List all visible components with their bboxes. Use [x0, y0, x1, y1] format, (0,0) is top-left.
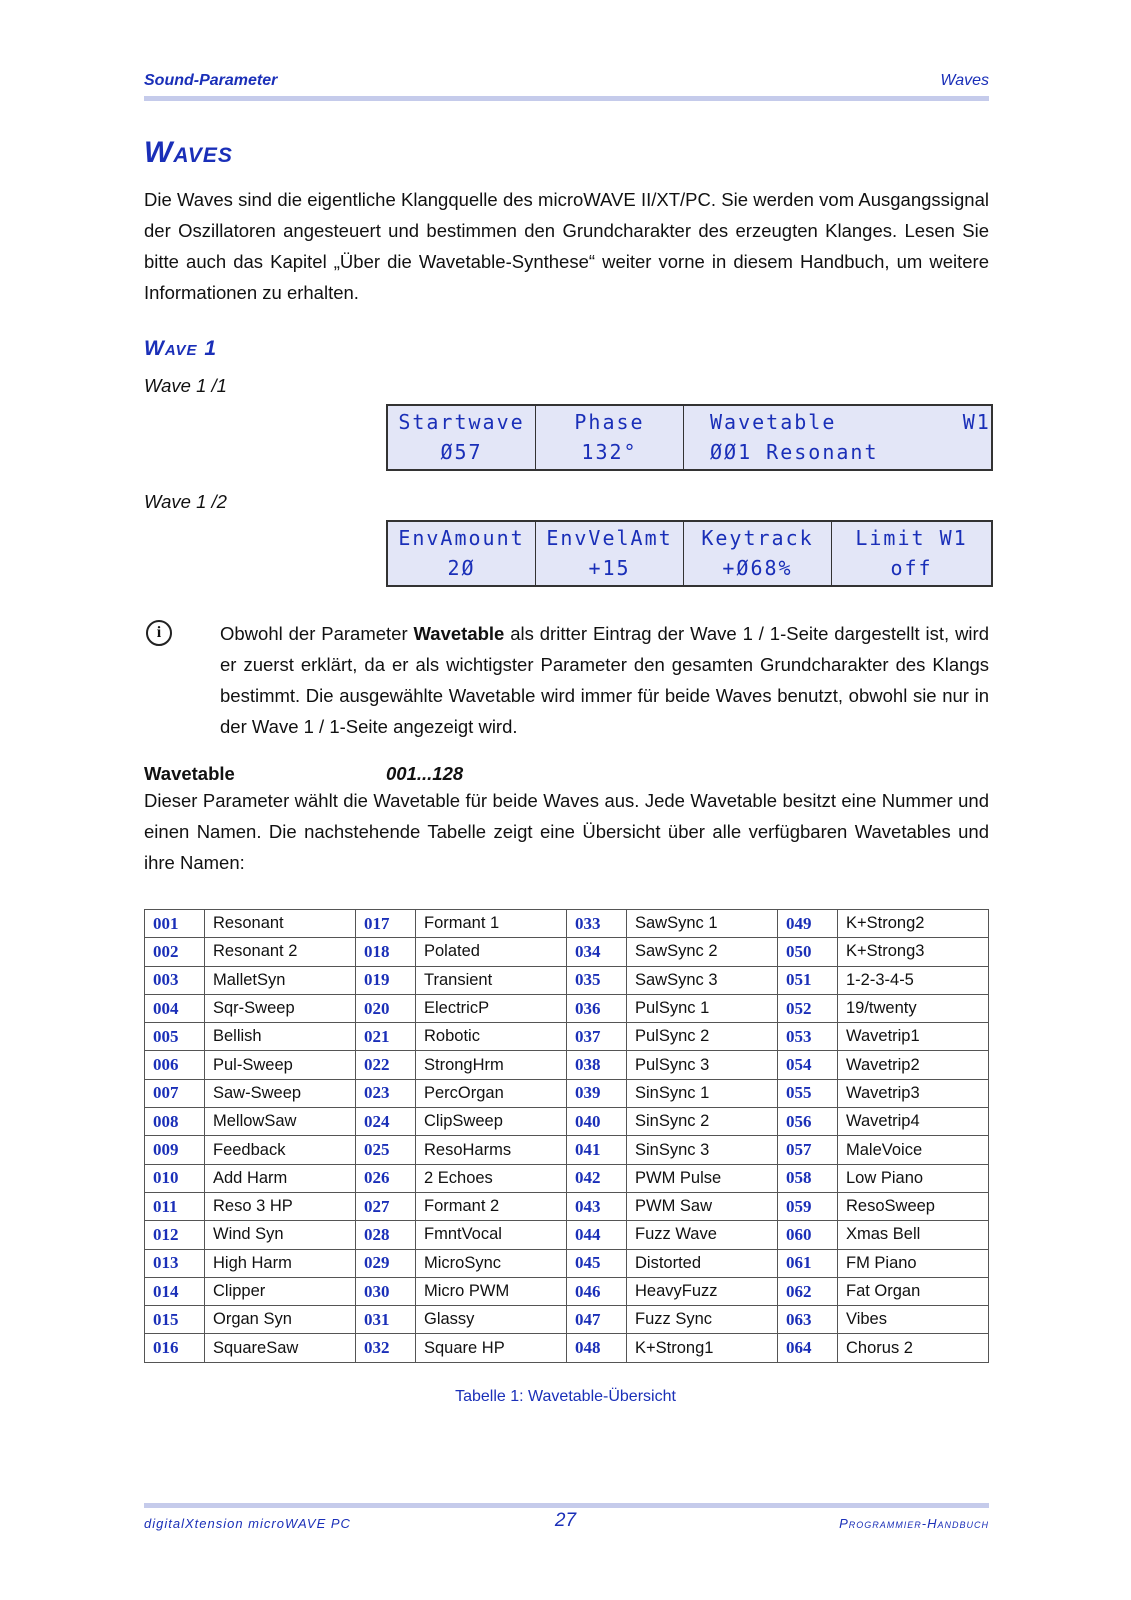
wavetable-name: Formant 2 — [416, 1192, 567, 1220]
wavetable-name: 19/twenty — [838, 994, 989, 1022]
wavetable-number: 010 — [145, 1164, 205, 1192]
page-title: Waves — [144, 136, 233, 169]
table-row — [145, 1277, 989, 1305]
wavetable-number: 021 — [356, 1023, 416, 1051]
wavetable-name: Saw-Sweep — [205, 1079, 356, 1107]
wavetable-number: 063 — [778, 1306, 838, 1334]
wavetable-name: 2 Echoes — [416, 1164, 567, 1192]
wavetable-number: 026 — [356, 1164, 416, 1192]
lcd-display-page2 — [386, 520, 993, 587]
wavetable-name: MaleVoice — [838, 1136, 989, 1164]
wavetable-name: Pul-Sweep — [205, 1051, 356, 1079]
wavetable-name: High Harm — [205, 1249, 356, 1277]
wavetable-number: 022 — [356, 1051, 416, 1079]
wavetable-number: 048 — [567, 1334, 627, 1362]
wavetable-number: 023 — [356, 1079, 416, 1107]
wavetable-number: 004 — [145, 994, 205, 1022]
wavetable-number: 031 — [356, 1306, 416, 1334]
wavetable-number: 005 — [145, 1023, 205, 1051]
lcd-cell-title: Startwave — [398, 410, 525, 434]
table-row — [145, 1136, 989, 1164]
wavetable-name: Chorus 2 — [838, 1334, 989, 1362]
table-row — [145, 1023, 989, 1051]
table-row — [145, 994, 989, 1022]
wavetable-name: Wavetrip4 — [838, 1108, 989, 1136]
wavetable-number: 012 — [145, 1221, 205, 1249]
wavetable-number: 038 — [567, 1051, 627, 1079]
wavetable-name: MellowSaw — [205, 1108, 356, 1136]
wavetable-name: Feedback — [205, 1136, 356, 1164]
wavetable-name: SawSync 2 — [627, 938, 778, 966]
wavetable-name: Transient — [416, 966, 567, 994]
wavetable-number: 018 — [356, 938, 416, 966]
wavetable-name: 1-2-3-4-5 — [838, 966, 989, 994]
wavetable-number: 015 — [145, 1306, 205, 1334]
wavetable-name: HeavyFuzz — [627, 1277, 778, 1305]
table-row — [145, 1306, 989, 1334]
wavetable-name: PWM Pulse — [627, 1164, 778, 1192]
wavetable-number: 060 — [778, 1221, 838, 1249]
wavetable-name: Fat Organ — [838, 1277, 989, 1305]
wavetable-number: 054 — [778, 1051, 838, 1079]
wavetable-number: 037 — [567, 1023, 627, 1051]
wavetable-number: 040 — [567, 1108, 627, 1136]
wavetable-number: 001 — [145, 910, 205, 938]
wavetable-name: SinSync 3 — [627, 1136, 778, 1164]
wavetable-number: 057 — [778, 1136, 838, 1164]
wavetable-number: 032 — [356, 1334, 416, 1362]
lcd-cell-value: +15 — [588, 556, 631, 580]
wavetable-number: 039 — [567, 1079, 627, 1107]
intro-paragraph: Die Waves sind die eigentliche Klangquelle des microWAVE II/XT/PC. Sie werden vom Ausgangssignal der Oszillatoren angesteuert und bestimmen den Grundcharakter des erzeugten Klanges. Lesen Sie bitte auch das Kapitel „Über die Wavetable-Synthese“ weiter vorne in diesem Handbuch, um weitere Informationen zu erhalten. — [144, 189, 989, 303]
wavetable-name: Formant 1 — [416, 910, 567, 938]
wavetable-number: 029 — [356, 1249, 416, 1277]
wavetable-number: 028 — [356, 1221, 416, 1249]
lcd-cell-startwave — [388, 406, 536, 469]
wavetable-number: 043 — [567, 1192, 627, 1220]
wavetable-name: PulSync 1 — [627, 994, 778, 1022]
wavetable-number: 006 — [145, 1051, 205, 1079]
parameter-description: Dieser Parameter wählt die Wavetable für beide Waves aus. Jede Wavetable besitzt eine Nummer und einen Namen. Die nachstehende Tabelle zeigt eine Übersicht über alle verfügbaren Wavetables und ihre Namen: — [144, 790, 989, 873]
lcd-cell-wavetable — [684, 406, 991, 469]
wavetable-number: 030 — [356, 1277, 416, 1305]
wavetable-number: 041 — [567, 1136, 627, 1164]
wavetable-number: 009 — [145, 1136, 205, 1164]
wavetable-name: MicroSync — [416, 1249, 567, 1277]
wavetable-number: 034 — [567, 938, 627, 966]
wavetable-name: StrongHrm — [416, 1051, 567, 1079]
wavetable-number: 055 — [778, 1079, 838, 1107]
wavetable-number: 027 — [356, 1192, 416, 1220]
wavetable-number: 011 — [145, 1192, 205, 1220]
table-row — [145, 1192, 989, 1220]
wavetable-number: 033 — [567, 910, 627, 938]
wavetable-name: Micro PWM — [416, 1277, 567, 1305]
wavetable-number: 051 — [778, 966, 838, 994]
wavetable-name: Fuzz Sync — [627, 1306, 778, 1334]
lcd-cell-title: EnvAmount — [398, 526, 525, 550]
wavetable-name: Resonant 2 — [205, 938, 356, 966]
wavetable-name: SinSync 1 — [627, 1079, 778, 1107]
page1-label: Wave 1 /1 — [144, 375, 227, 396]
wavetable-name: PulSync 3 — [627, 1051, 778, 1079]
wavetable-number: 053 — [778, 1023, 838, 1051]
parameter-range: 001...128 — [386, 763, 464, 784]
lcd-cell-limit — [832, 522, 991, 585]
wavetable-name: Add Harm — [205, 1164, 356, 1192]
lcd-cell-value: 132° — [581, 440, 638, 464]
wavetable-number: 042 — [567, 1164, 627, 1192]
lcd-cell-title: Wavetable W1 — [710, 410, 991, 434]
header-rule — [144, 96, 989, 101]
table-row — [145, 938, 989, 966]
table-row — [145, 1051, 989, 1079]
wavetable-name: Clipper — [205, 1277, 356, 1305]
wavetable-name: Wavetrip3 — [838, 1079, 989, 1107]
header-section-title: Sound-Parameter — [144, 72, 278, 89]
lcd-cell-envamount — [388, 522, 536, 585]
wavetable-name: ElectricP — [416, 994, 567, 1022]
note-text-before: Obwohl der Parameter — [220, 623, 414, 644]
wavetable-name: Distorted — [627, 1249, 778, 1277]
wavetable-name: Square HP — [416, 1334, 567, 1362]
wavetable-number: 016 — [145, 1334, 205, 1362]
wavetable-number: 020 — [356, 994, 416, 1022]
table-row — [145, 910, 989, 938]
wavetable-name: FM Piano — [838, 1249, 989, 1277]
wavetable-name: SquareSaw — [205, 1334, 356, 1362]
wavetable-name: SawSync 1 — [627, 910, 778, 938]
wavetable-number: 019 — [356, 966, 416, 994]
wavetable-name: Sqr-Sweep — [205, 994, 356, 1022]
wavetable-name: K+Strong1 — [627, 1334, 778, 1362]
lcd-cell-title: Phase — [574, 410, 645, 434]
wavetable-number: 049 — [778, 910, 838, 938]
wavetable-number: 035 — [567, 966, 627, 994]
lcd-cell-phase — [536, 406, 684, 469]
lcd-cell-value: off — [890, 556, 933, 580]
wavetable-name: SawSync 3 — [627, 966, 778, 994]
header-chapter-title: Waves — [940, 72, 989, 89]
wavetable-name: Resonant — [205, 910, 356, 938]
wavetable-number: 047 — [567, 1306, 627, 1334]
table-row — [145, 1164, 989, 1192]
wavetable-name: PulSync 2 — [627, 1023, 778, 1051]
wavetable-number: 025 — [356, 1136, 416, 1164]
parameter-name: Wavetable — [144, 763, 235, 784]
wavetable-name: Glassy — [416, 1306, 567, 1334]
lcd-cell-keytrack — [684, 522, 832, 585]
lcd-cell-value: ØØ1 Resonant — [710, 440, 879, 464]
lcd-cell-value: +Ø68% — [722, 556, 793, 580]
wavetable-name: Bellish — [205, 1023, 356, 1051]
lcd-display-page1 — [386, 404, 993, 471]
wavetable-name: MalletSyn — [205, 966, 356, 994]
wavetable-name: K+Strong2 — [838, 910, 989, 938]
wavetable-number: 052 — [778, 994, 838, 1022]
lcd-cell-title: EnvVelAmt — [546, 526, 673, 550]
wavetable-number: 050 — [778, 938, 838, 966]
wavetable-number: 045 — [567, 1249, 627, 1277]
wavetable-number: 007 — [145, 1079, 205, 1107]
lcd-cell-value: 2Ø — [447, 556, 476, 580]
footer-rule — [144, 1503, 989, 1508]
footer-manual-title: Programmier-Handbuch — [839, 1516, 989, 1531]
lcd-cell-envvelamt — [536, 522, 684, 585]
wavetable-number: 024 — [356, 1108, 416, 1136]
note-text-after: als dritter Eintrag der Wave 1 / 1-Seite dargestellt ist, wird er zuerst erklärt, da er als wichtigster Parameter den gesamten Grundcharakter des Klangs bestimmt. Die ausgewählte Wavetable wird immer für beide Waves benutzt, obwohl sie nur in der Wave 1 / 1-Seite angezeigt wird. — [220, 623, 989, 737]
table-row — [145, 1108, 989, 1136]
wavetable-number: 061 — [778, 1249, 838, 1277]
wavetable-name: PercOrgan — [416, 1079, 567, 1107]
note-text-bold: Wavetable — [413, 623, 505, 644]
wavetable-number: 013 — [145, 1249, 205, 1277]
wavetable-name: ResoHarms — [416, 1136, 567, 1164]
wavetable-name: Wind Syn — [205, 1221, 356, 1249]
table-row — [145, 1221, 989, 1249]
wavetable-name: Reso 3 HP — [205, 1192, 356, 1220]
wavetable-number: 002 — [145, 938, 205, 966]
wavetable-name: Vibes — [838, 1306, 989, 1334]
wavetable-name: Low Piano — [838, 1164, 989, 1192]
wavetable-number: 017 — [356, 910, 416, 938]
page-number: 27 — [554, 1510, 577, 1531]
footer-product: digitalXtension microWAVE PC — [144, 1516, 351, 1531]
wavetable-name: Wavetrip2 — [838, 1051, 989, 1079]
table-row — [145, 1249, 989, 1277]
lcd-cell-title: Keytrack — [701, 526, 814, 550]
lcd-cell-title: Limit W1 — [855, 526, 968, 550]
lcd-cell-value: Ø57 — [440, 440, 483, 464]
wavetable-name: Xmas Bell — [838, 1221, 989, 1249]
wavetable-number: 036 — [567, 994, 627, 1022]
wavetable-name: Organ Syn — [205, 1306, 356, 1334]
wavetable-name: PWM Saw — [627, 1192, 778, 1220]
section-heading: Wave 1 — [144, 337, 218, 360]
wavetable-number: 059 — [778, 1192, 838, 1220]
wavetable-number: 044 — [567, 1221, 627, 1249]
wavetable-number: 003 — [145, 966, 205, 994]
table-row — [145, 1334, 989, 1362]
wavetable-name: ResoSweep — [838, 1192, 989, 1220]
wavetable-name: Robotic — [416, 1023, 567, 1051]
wavetable-table — [144, 909, 989, 1363]
wavetable-number: 058 — [778, 1164, 838, 1192]
table-row — [145, 966, 989, 994]
table-row — [145, 1079, 989, 1107]
wavetable-number: 008 — [145, 1108, 205, 1136]
page2-label: Wave 1 /2 — [144, 491, 227, 512]
wavetable-name: Polated — [416, 938, 567, 966]
wavetable-number: 046 — [567, 1277, 627, 1305]
wavetable-number: 056 — [778, 1108, 838, 1136]
wavetable-name: K+Strong3 — [838, 938, 989, 966]
wavetable-number: 062 — [778, 1277, 838, 1305]
note-paragraph — [220, 618, 989, 742]
wavetable-number: 014 — [145, 1277, 205, 1305]
wavetable-name: SinSync 2 — [627, 1108, 778, 1136]
wavetable-name: ClipSweep — [416, 1108, 567, 1136]
table-caption: Tabelle 1: Wavetable-Übersicht — [455, 1388, 676, 1405]
wavetable-name: Fuzz Wave — [627, 1221, 778, 1249]
wavetable-name: Wavetrip1 — [838, 1023, 989, 1051]
wavetable-number: 064 — [778, 1334, 838, 1362]
wavetable-name: FmntVocal — [416, 1221, 567, 1249]
info-icon: i — [146, 620, 172, 646]
